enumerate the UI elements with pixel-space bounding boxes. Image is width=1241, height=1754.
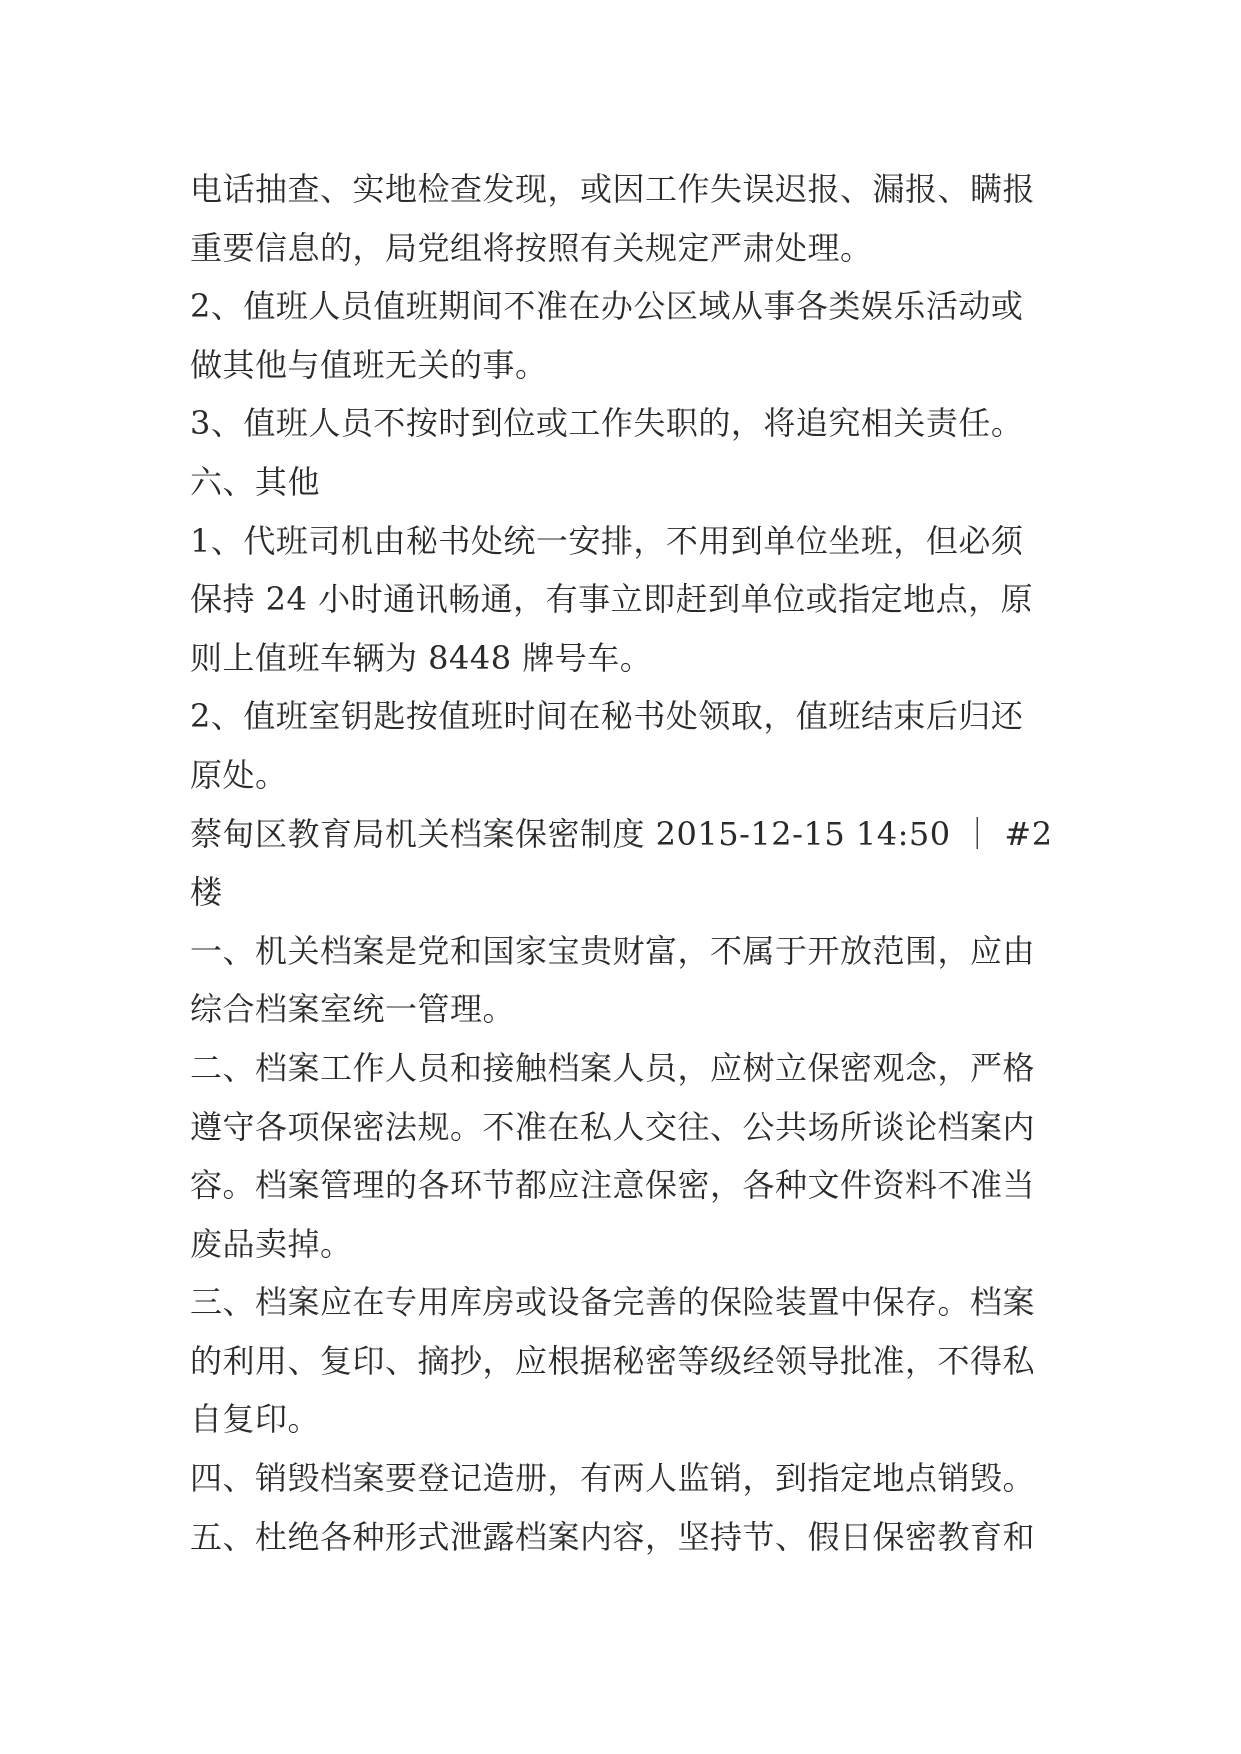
text-line: 一、机关档案是党和国家宝贵财富，不属于开放范围，应由 [190, 931, 1036, 970]
text-line: 四、销毁档案要登记造册，有两人监销，到指定地点销毁。 [190, 1459, 1036, 1498]
text-line: 2、值班室钥匙按值班时间在秘书处领取，值班结束后归还 [190, 697, 1024, 736]
text-line: 五、杜绝各种形式泄露档案内容，坚持节、假日保密教育和 [190, 1517, 1036, 1556]
text-line: 3、值班人员不按时到位或工作失职的，将追究相关责任。 [190, 404, 1024, 443]
text-line: 综合档案室统一管理。 [190, 990, 516, 1029]
post-floor-label: 楼 [190, 873, 223, 912]
text-line: 电话抽查、实地检查发现，或因工作失误迟报、漏报、瞒报 [190, 170, 1036, 208]
text-line: 容。档案管理的各环节都应注意保密，各种文件资料不准当 [190, 1166, 1036, 1205]
text-line: 遵守各项保密法规。不准在私人交往、公共场所谈论档案内 [190, 1107, 1036, 1146]
text-line: 保持 24 小时通讯畅通，有事立即赶到单位或指定地点，原 [190, 580, 1034, 619]
text-line: 自复印。 [190, 1400, 321, 1439]
text-line: 则上值班车辆为 8448 牌号车。 [190, 638, 653, 677]
text-line: 原处。 [190, 755, 288, 794]
text-line: 2、值班人员值班期间不准在办公区域从事各类娱乐活动或 [190, 287, 1024, 326]
text-line: 做其他与值班无关的事。 [190, 345, 548, 384]
text-line: 1、代班司机由秘书处统一安排，不用到单位坐班，但必须 [190, 521, 1024, 560]
post-title: 蔡甸区教育局机关档案保密制度 2015-12-15 14:50 ｜ #2 [190, 814, 1053, 853]
text-line: 二、档案工作人员和接触档案人员，应树立保密观念，严格 [190, 1048, 1036, 1087]
text-line: 的利用、复印、摘抄，应根据秘密等级经领导批准，不得私 [190, 1341, 1036, 1380]
document-body [190, 160, 1070, 1566]
text-line: 三、档案应在专用库房或设备完善的保险装置中保存。档案 [190, 1283, 1036, 1322]
text-line: 废品卖掉。 [190, 1224, 353, 1263]
section-heading: 六、其他 [190, 462, 321, 501]
text-line: 重要信息的，局党组将按照有关规定严肃处理。 [190, 228, 873, 267]
